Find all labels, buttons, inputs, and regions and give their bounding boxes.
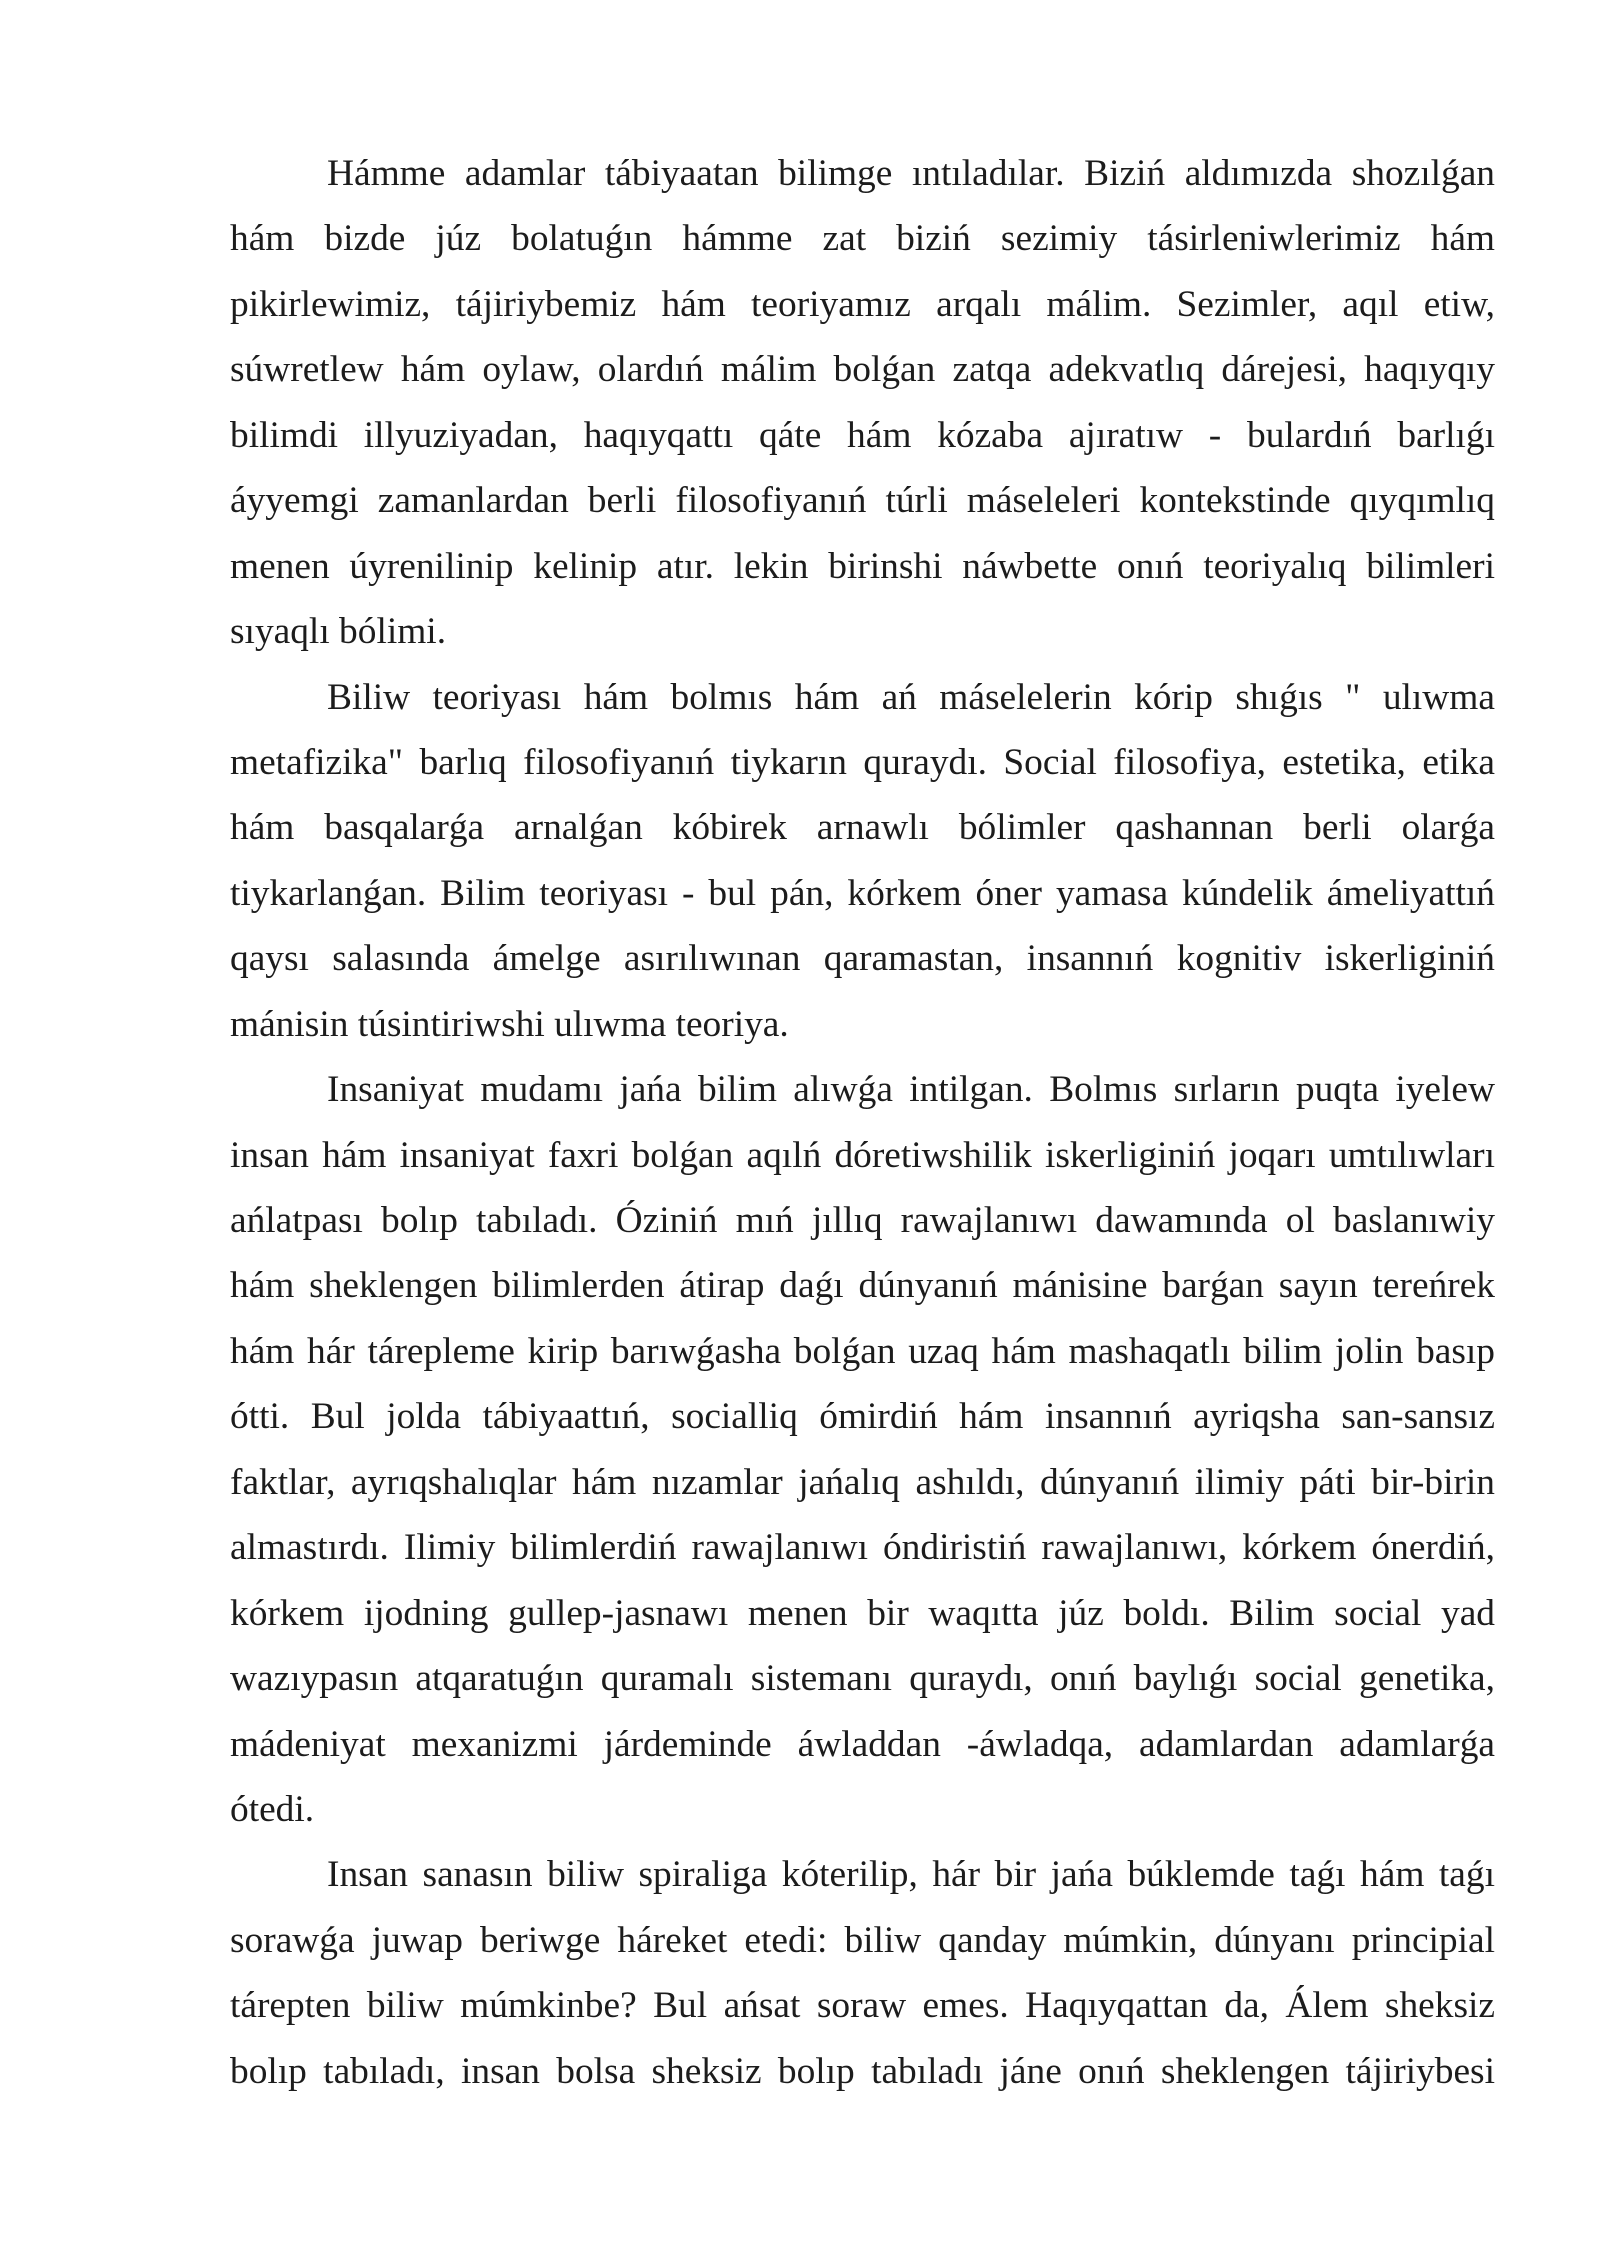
document-body <box>230 141 1495 2104</box>
text-line: insan hám insaniyat faxri bolǵan aqılń dóretiwshilik iskerliginiń joqarı umtılıwları <box>230 1134 1495 1176</box>
text-line: bolıp tabıladı, insan bolsa sheksiz bolıp tabıladı jáne onıń sheklengen tájiriybesi <box>230 2050 1495 2092</box>
text-line: faktlar, ayrıqshalıqlar hám nızamlar jańalıq ashıldı, dúnyanıń ilimiy páti bir-birin <box>230 1461 1495 1503</box>
paragraph <box>230 1842 1495 2104</box>
text-line: Insan sanasın biliw spiraliga kóterilip, hár bir jańa búklemde taǵı hám taǵı <box>327 1854 1495 1896</box>
text-line: ótti. Bul jolda tábiyaattıń, socialliq ómirdiń hám insannıń ayriqsha san-sansız <box>230 1396 1495 1438</box>
text-line: qaysı salasında ámelge asırılıwınan qaramastan, insannıń kognitiv iskerliginiń <box>230 938 1495 980</box>
text-line: metafizika" barlıq filosofiyanıń tiykarın quraydı. Social filosofiya, estetika, etika <box>230 741 1495 783</box>
text-line: Biliw teoriyası hám bolmıs hám ań máselelerin kórip shıǵıs " ulıwma <box>327 676 1495 718</box>
text-line: mánisin túsintiriwshi ulıwma teoriya. <box>230 1003 789 1045</box>
text-line: menen úyrenilinip kelinip atır. lekin birinshi náwbette onıń teoriyalıq bilimleri <box>230 545 1495 587</box>
paragraph <box>230 1057 1495 1842</box>
text-line: almastırdı. Ilimiy bilimlerdiń rawajlanıwı óndiristiń rawajlanıwı, kórkem ónerdiń, <box>230 1527 1495 1569</box>
paragraph <box>230 665 1495 1058</box>
text-line: wazıypasın atqaratuǵın quramalı sistemanı quraydı, onıń baylıǵı social genetika, <box>230 1658 1495 1700</box>
text-line: sorawǵa juwap beriwge háreket etedi: biliw qanday múmkin, dúnyanı principial <box>230 1919 1495 1961</box>
paragraph <box>230 141 1495 665</box>
text-line: súwretlew hám oylaw, olardıń málim bolǵan zatqa adekvatlıq dárejesi, haqıyqıy <box>230 349 1495 391</box>
text-line: hám bizde júz bolatuǵın hámme zat biziń sezimiy tásirleniwlerimiz hám <box>230 218 1495 260</box>
text-line: pikirlewimiz, tájiriybemiz hám teoriyamız arqalı málim. Sezimler, aqıl etiw, <box>230 283 1495 325</box>
text-line: Hámme adamlar tábiyaatan bilimge ıntıladılar. Biziń aldımızda shozılǵan <box>327 153 1495 194</box>
text-line: tiykarlanǵan. Bilim teoriyası - bul pán, kórkem óner yamasa kúndelik ámeliyattıń <box>230 872 1495 914</box>
text-line: ótedi. <box>230 1788 315 1830</box>
text-line: ańlatpası bolıp tabıladı. Óziniń mıń jıllıq rawajlanıwı dawamında ol baslanıwiy <box>230 1200 1495 1241</box>
text-line: kórkem ijodning gullep-jasnawı menen bir waqıtta júz boldı. Bilim social yad <box>230 1592 1495 1634</box>
text-line: bilimdi illyuziyadan, haqıyqattı qáte hám kózaba ajıratıw - bulardıń barlıǵı <box>230 414 1495 456</box>
text-line: áyyemgi zamanlardan berli filosofiyanıń túrli máseleleri kontekstinde qıyqımlıq <box>230 480 1495 522</box>
text-line: sıyaqlı bólimi. <box>230 611 447 653</box>
text-line: mádeniyat mexanizmi járdeminde áwladdan -áwladqa, adamlardan adamlarǵa <box>230 1723 1495 1765</box>
text-line: Insaniyat mudamı jańa bilim alıwǵa intilgan. Bolmıs sırların puqta iyelew <box>327 1069 1495 1111</box>
text-line: hám sheklengen bilimlerden átirap daǵı dúnyanıń mánisine barǵan sayın tereńrek <box>230 1265 1495 1307</box>
text-line: hám hár tárepleme kirip barıwǵasha bolǵan uzaq hám mashaqatlı bilim jolin basıp <box>230 1330 1495 1372</box>
text-line: tárepten biliw múmkinbe? Bul ańsat soraw emes. Haqıyqattan da, Álem sheksiz <box>230 1985 1495 2027</box>
text-line: hám basqalarǵa arnalǵan kóbirek arnawlı bólimler qashannan berli olarǵa <box>230 807 1495 849</box>
